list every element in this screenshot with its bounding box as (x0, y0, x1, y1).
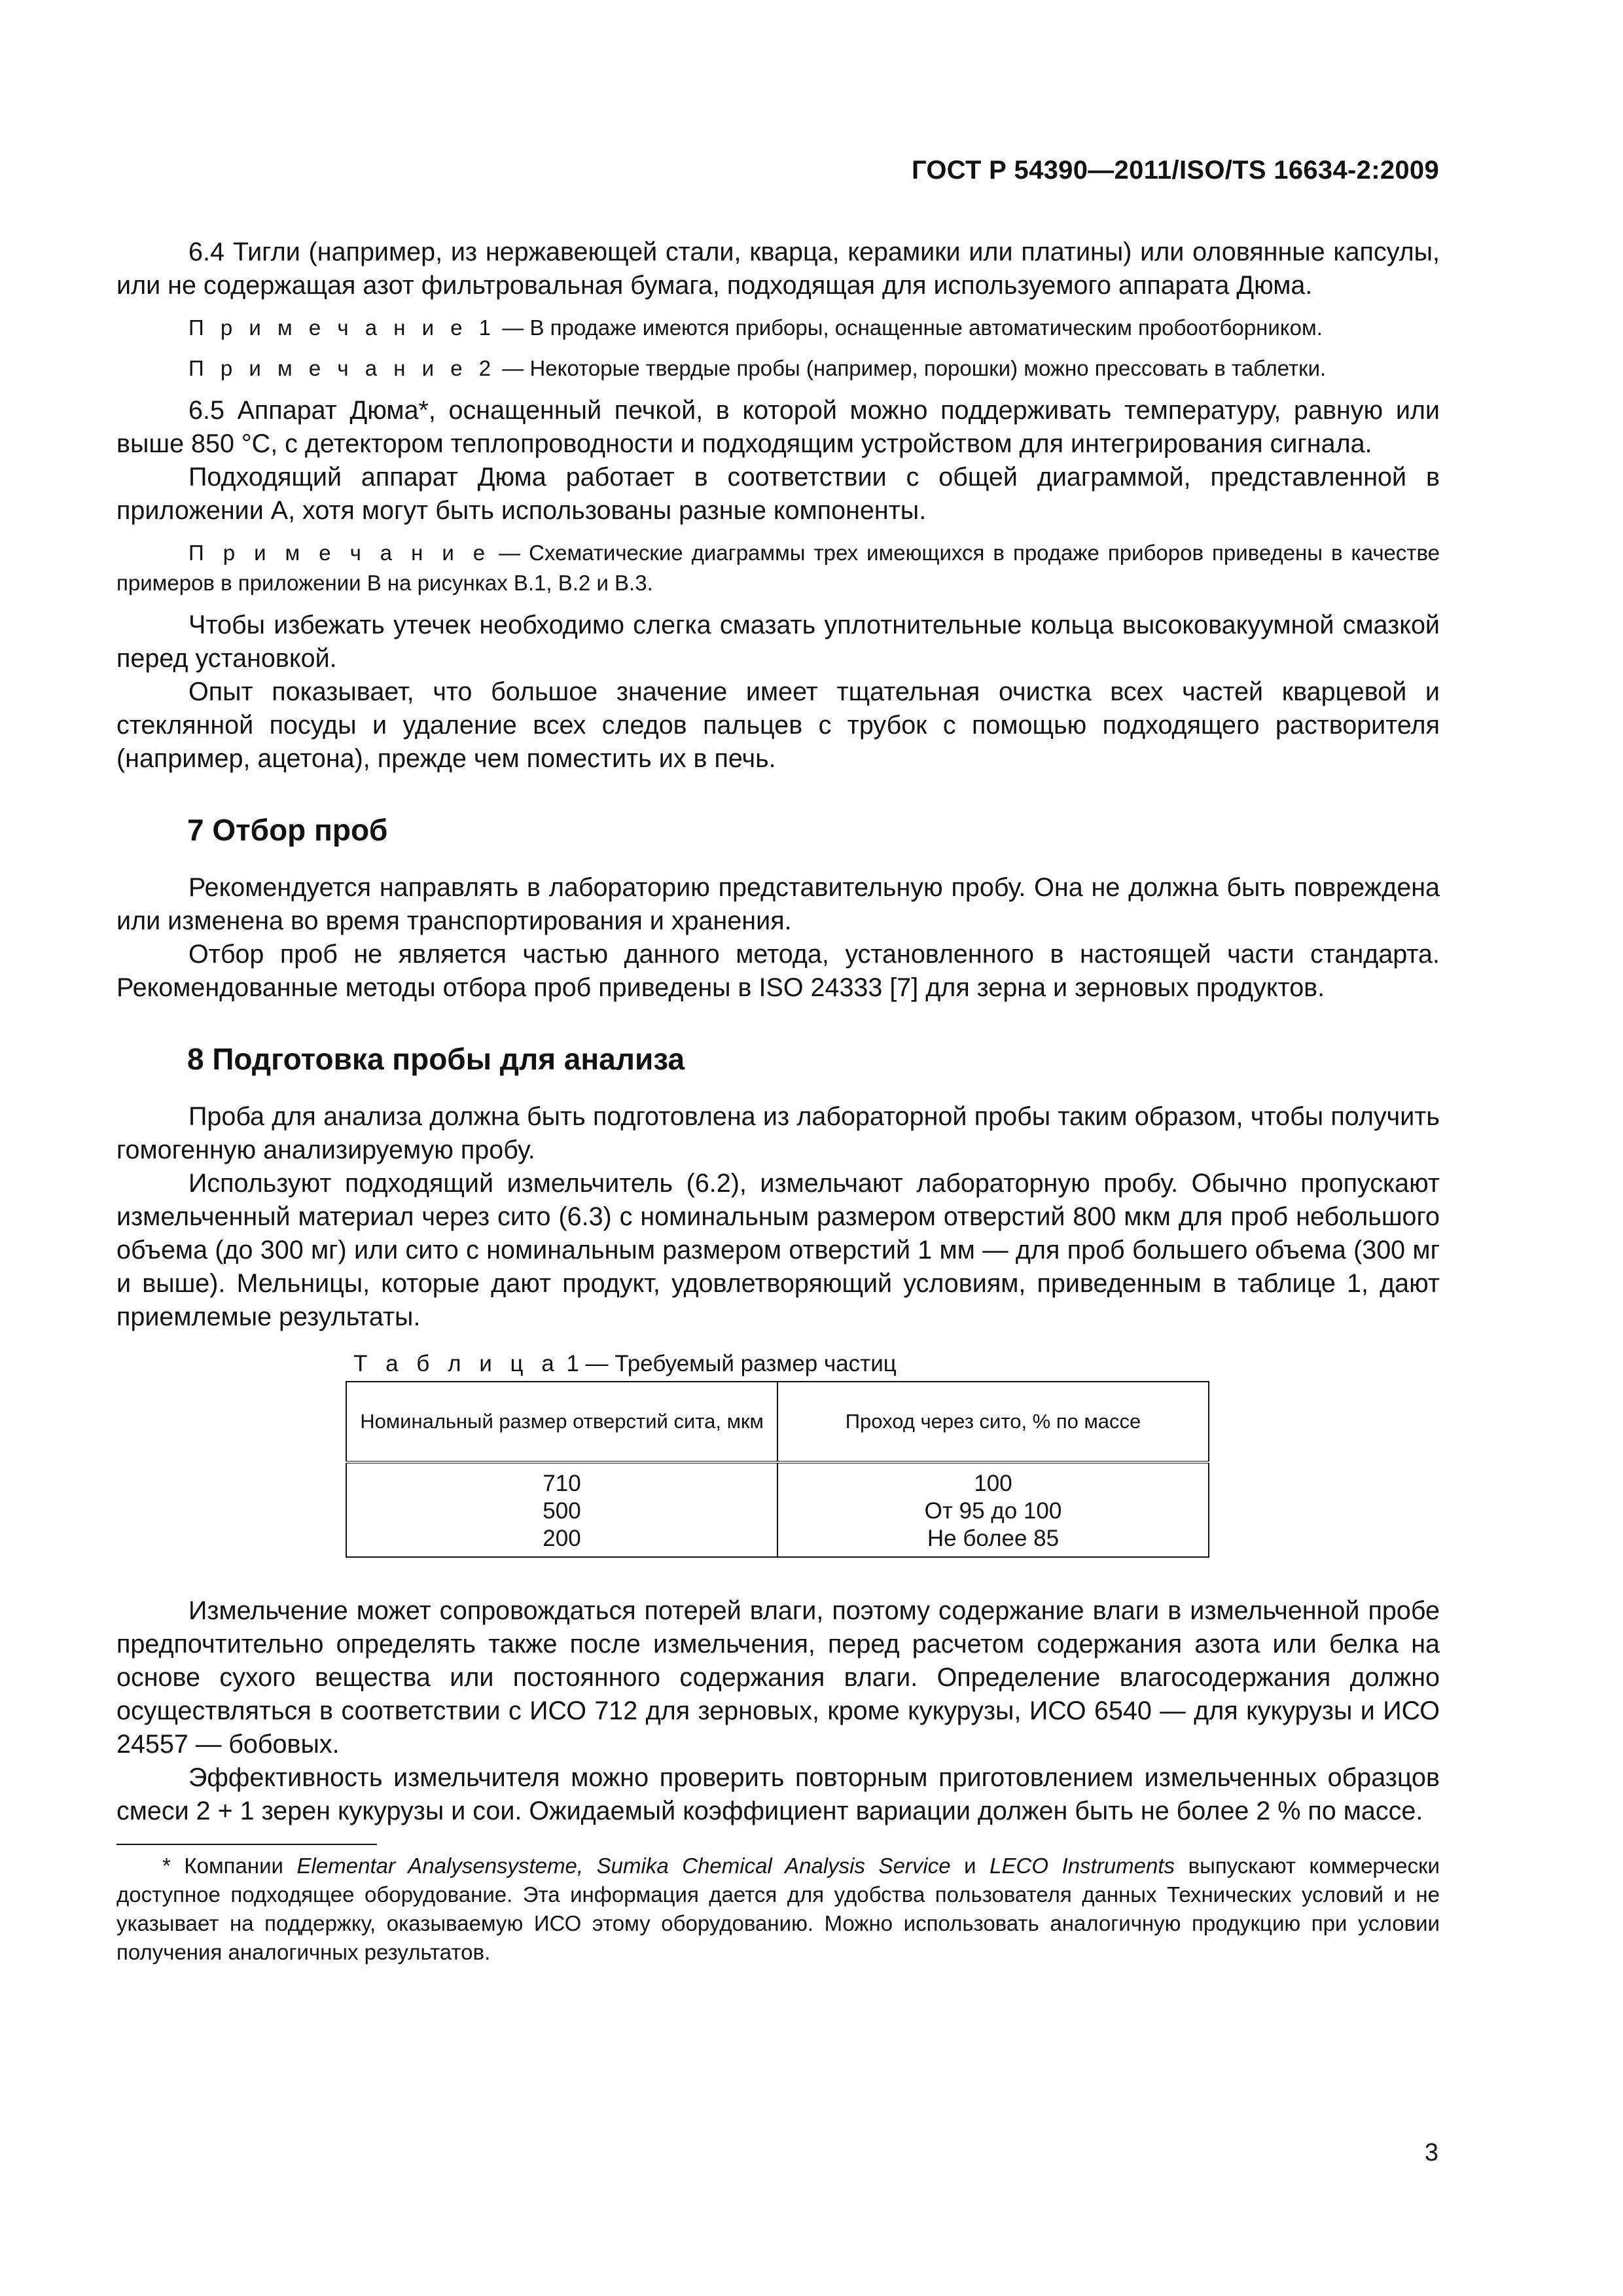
table-1 (346, 1381, 1209, 1558)
footnote-companies: Elementar Analysensysteme, Sumika Chemical Analysis Service (296, 1854, 951, 1878)
note-2-label: П р и м е ч а н и е 2 (188, 356, 497, 380)
note-2 (116, 353, 1440, 384)
table-header-pass-through: Проход через сито, % по массе (777, 1382, 1209, 1462)
table-cell-sieve-sizes (346, 1462, 777, 1557)
note-2-text: — Некоторые твердые пробы (например, порошки) можно прессовать в таблетки. (496, 356, 1327, 380)
note-1 (116, 313, 1440, 343)
section-8-paragraph-1: Проба для анализа должна быть подготовлена из лабораторной пробы таким образом, чтобы получить гомогенную анализируемую пробу. (116, 1102, 1440, 1164)
section-7-heading: 7 Отбор проб (187, 813, 388, 847)
table-cell: 500 (543, 1498, 581, 1524)
table-row (346, 1462, 1209, 1557)
table-cell: 710 (543, 1471, 581, 1496)
table-cell: От 95 до 100 (924, 1498, 1062, 1524)
footnote-divider (116, 1844, 377, 1845)
note-1-text: — В продаже имеются приборы, оснащенные автоматическим пробоотборником. (496, 315, 1323, 340)
note-1-label: П р и м е ч а н и е 1 (188, 315, 497, 340)
page-number: 3 (1424, 2139, 1438, 2166)
table-header-row (346, 1382, 1209, 1462)
note-3 (116, 538, 1440, 598)
paragraph-leaks: Чтобы избежать утечек необходимо слегка смазать уплотнительные кольца высоковакуумной смазкой перед установкой. (116, 611, 1440, 673)
footnote (116, 1852, 1440, 1967)
table-1-caption-label: Т а б л и ц а (353, 1351, 560, 1376)
paragraph-6-4: 6.4 Тигли (например, из нержавеющей стали, кварца, керамики или платины) или оловянные капсулы, или не содержащая азот фильтровальная бумага, подходящая для используемого аппарата Дюма. (116, 238, 1440, 300)
table-cell: 100 (974, 1471, 1012, 1496)
table-cell: 200 (543, 1526, 581, 1551)
section-8-paragraph-2: Используют подходящий измельчитель (6.2), измельчают лабораторную пробу. Обычно пропускают измельченный материал через сито (6.3) с номинальным размером отверстий 800 мкм для проб небольшого объема (до 300 мг) или сито с номинальным размером отверстий 1 мм — для проб большего объема (300 мг и выше). Мельницы, которые дают продукт, удовлетворяющий условиям, приведенным в таблице 1, дают приемлемые результаты. (116, 1169, 1440, 1331)
footnote-and: и (950, 1854, 990, 1878)
table-cell: Не более 85 (927, 1526, 1060, 1551)
main-text-column (116, 236, 1440, 1967)
table-header-sieve-size: Номинальный размер отверстий сита, мкм (346, 1382, 777, 1462)
section-7-paragraph-1: Рекомендуется направлять в лабораторию представительную пробу. Она не должна быть повреждена или изменена во время транспортирования и хранения. (116, 873, 1440, 935)
paragraph-6-5: 6.5 Аппарат Дюма*, оснащенный печкой, в которой можно поддерживать температуру, равную или выше 850 °С, с детектором теплопроводности и подходящим устройством для интегрирования сигнала. (116, 396, 1440, 458)
footnote-rest: выпускают коммерчески доступное подходящее оборудование. Эта информация дается для удобства пользователя данных Технических условий и не указывает на поддержку, оказываемую ИСО этому оборудованию. Можно использовать аналогичную продукцию при условии получения аналогичных результатов. (116, 1854, 1440, 1964)
note-3-label: П р и м е ч а н и е (188, 541, 491, 565)
note-3-text: — Схематические диаграммы трех имеющихся в продаже приборов приведены в качестве примеров в приложении В на рисунках В.1, В.2 и В.3. (116, 541, 1440, 595)
section-8-paragraph-3: Измельчение может сопровождаться потерей влаги, поэтому содержание влаги в измельченной пробе предпочтительно определять также после измельчения, перед расчетом содержания азота или белка на основе сухого вещества или постоянного содержания влаги. Определение влагосодержания должно осуществляться в соответствии с ИСО 712 для зерновых, кроме кукурузы, ИСО 6540 — для кукурузы и ИСО 24557 — бобовых. (116, 1596, 1440, 1759)
section-7-paragraph-2: Отбор проб не является частью данного метода, установленного в настоящей части стандарта. Рекомендованные методы отбора проб приведены в ISO 24333 [7] для зерна и зерновых продуктов. (116, 940, 1440, 1002)
section-8-paragraph-4: Эффективность измельчителя можно проверить повторным приготовлением измельченных образцов смеси 2 + 1 зерен кукурузы и сои. Ожидаемый коэффициент вариации должен быть не более 2 % по массе. (116, 1763, 1440, 1825)
document-header-id: ГОСТ Р 54390—2011/ISO/TS 16634-2:2009 (911, 156, 1439, 185)
paragraph-experience: Опыт показывает, что большое значение имеет тщательная очистка всех частей кварцевой и стеклянной посуды и удаление всех следов пальцев с трубок с помощью подходящего растворителя (например, ацетона), прежде чем поместить их в печь. (116, 677, 1440, 773)
table-1-caption-text: 1 — Требуемый размер частиц (560, 1351, 897, 1376)
footnote-company-3: LECO Instruments (990, 1854, 1175, 1878)
footnote-star: * Компании (162, 1854, 297, 1878)
table-1-caption (353, 1351, 1440, 1381)
table-cell-pass-values (777, 1462, 1209, 1557)
paragraph-suitable-apparatus: Подходящий аппарат Дюма работает в соответствии с общей диаграммой, представленной в приложении А, хотя могут быть использованы разные компоненты. (116, 463, 1440, 525)
section-8-heading: 8 Подготовка пробы для анализа (187, 1042, 685, 1076)
